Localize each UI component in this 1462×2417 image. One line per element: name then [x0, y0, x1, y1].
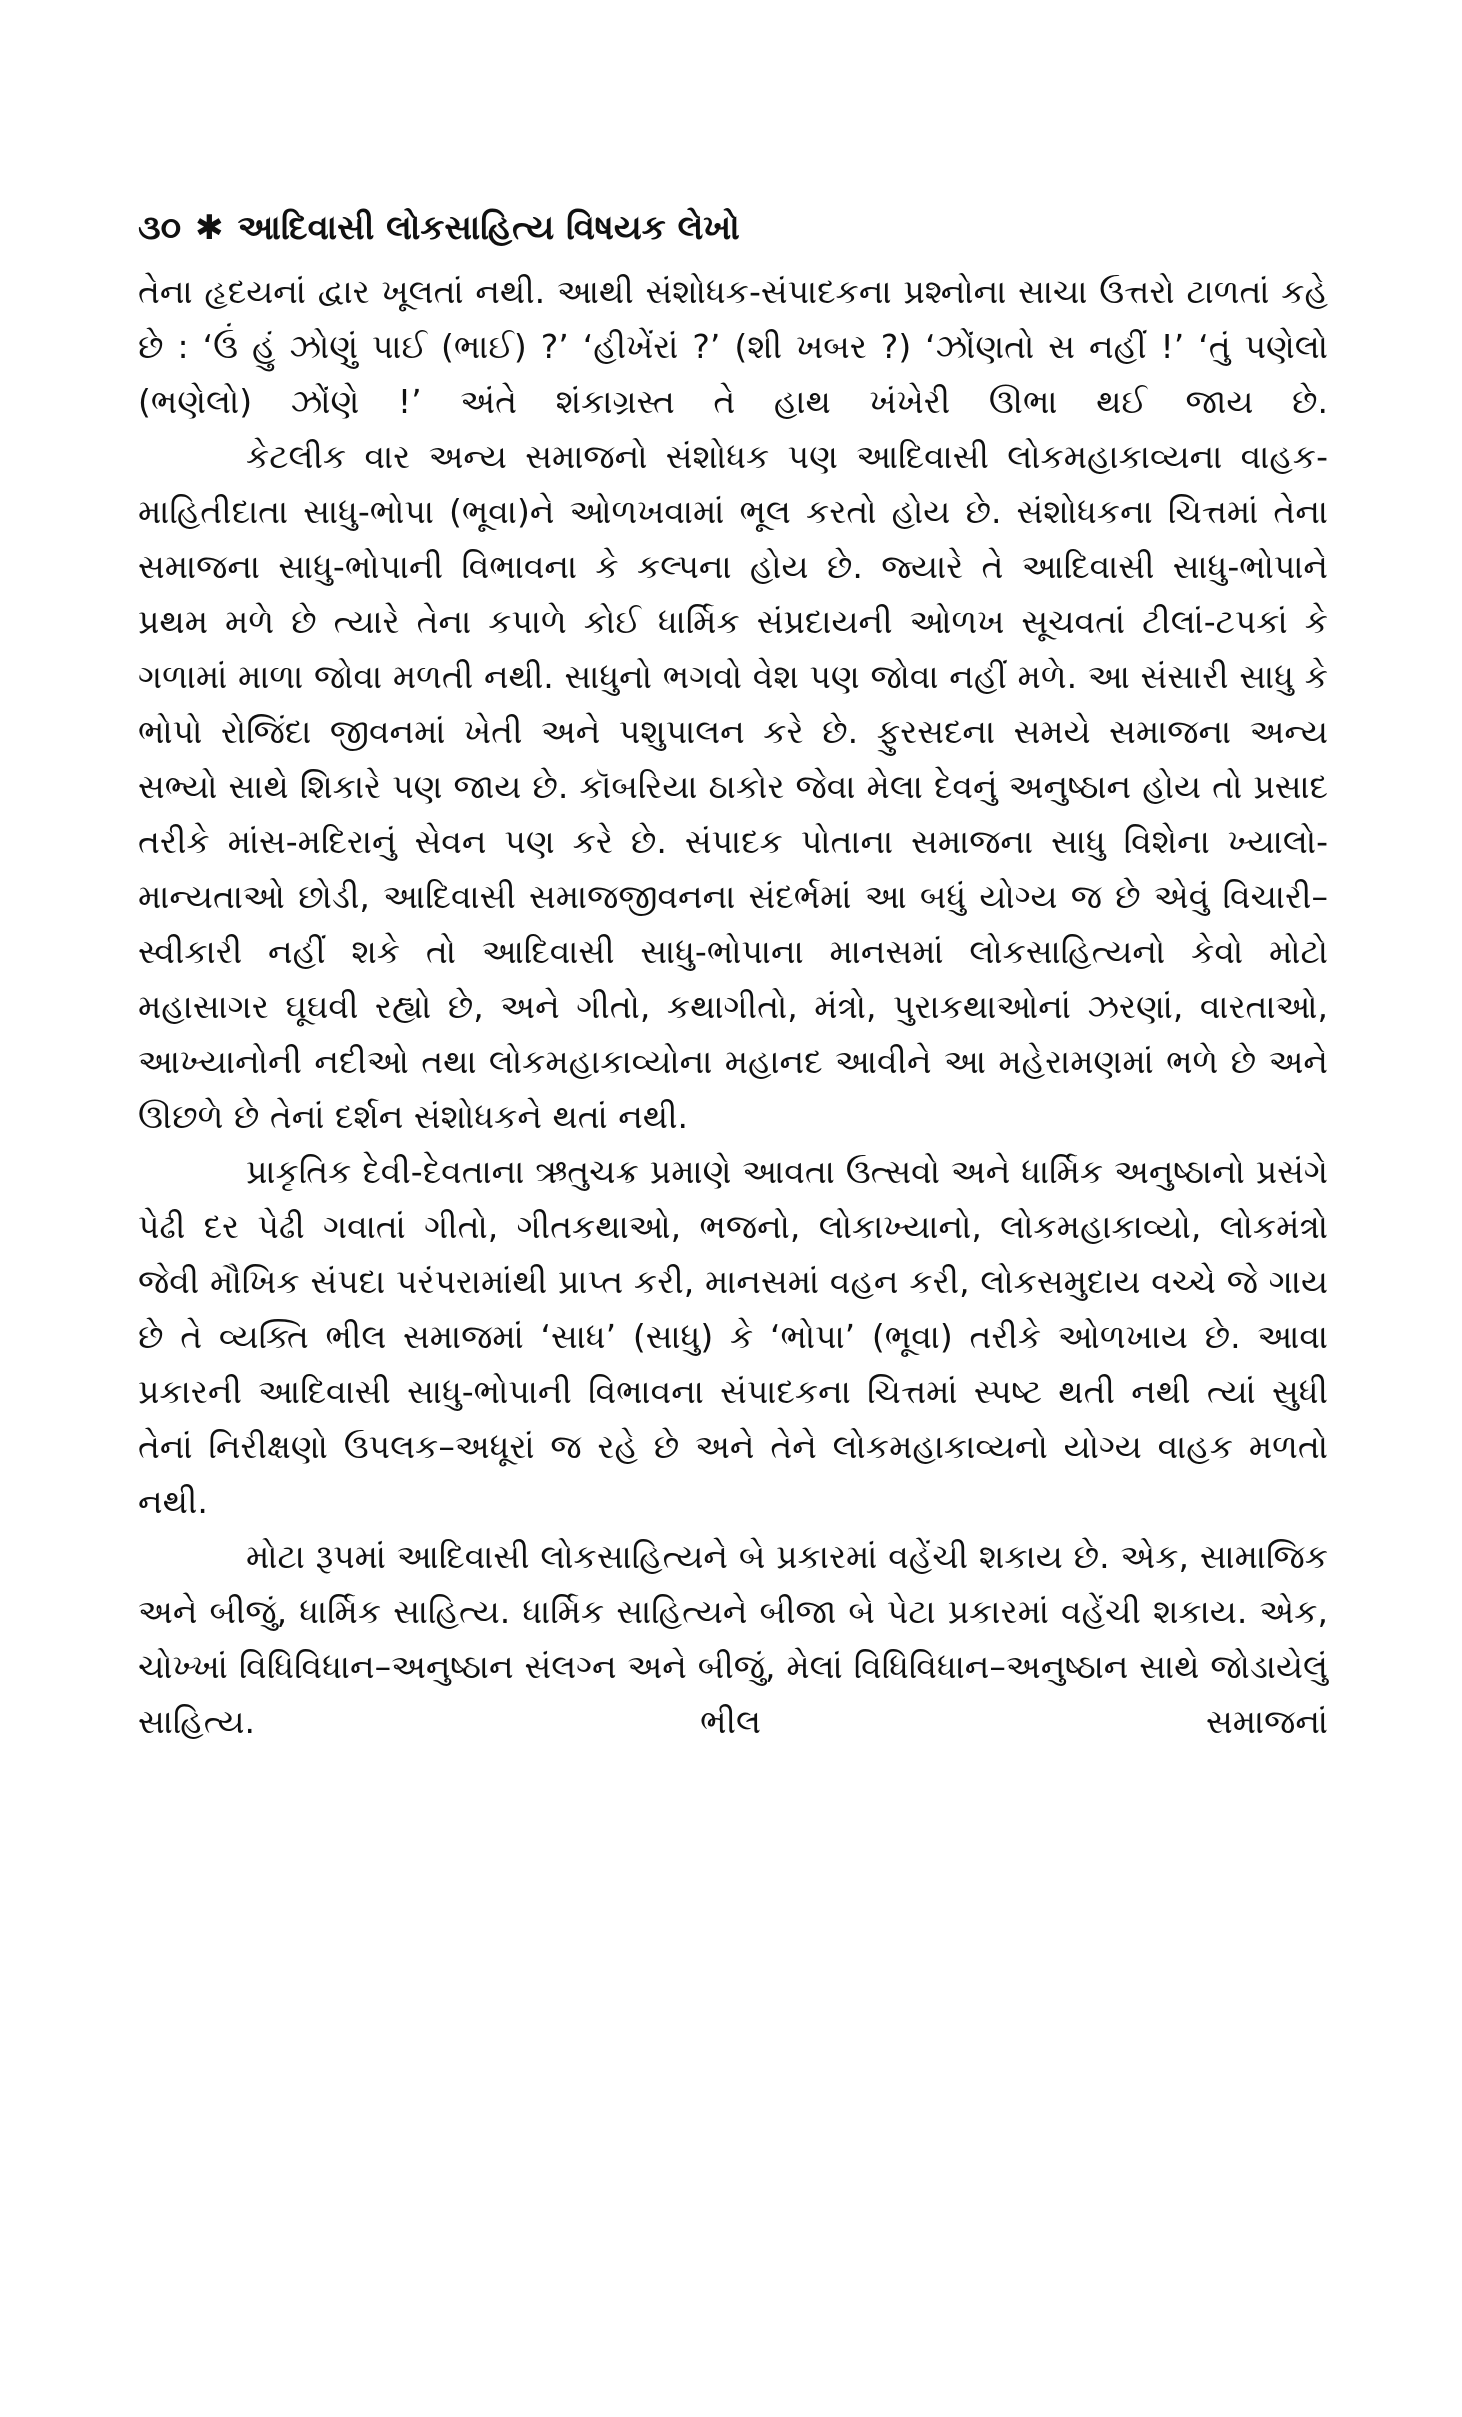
asterisk-separator-icon: ✱	[195, 208, 224, 248]
paragraph-literature-classification: મોટા રૂપમાં આદિવાસી લોકસાહિત્યને બે પ્રકારમાં વહેંચી શકાય છે. એક, સામાજિક અને બીજું, ધાર્મિક સાહિત્ય. ધાર્મિક સાહિત્યને બીજા બે પેટા પ્રકારમાં વહેંચી શકાય. એક, ચોખ્ખાં વિધિવિધાન–અનુષ્ઠાન સંલગ્ન અને બીજું, મેલાં વિધિવિધાન–અનુષ્ઠાન સાથે જોડાયેલું સાહિત્ય. ભીલ સમાજનાં	[138, 1537, 1328, 1741]
page-number: ૩૦	[138, 208, 182, 248]
paragraph-sadhu-bhopa-definition: પ્રાકૃતિક દેવી-દેવતાના ઋતુચક્ર પ્રમાણે આવતા ઉત્સવો અને ધાર્મિક અનુષ્ઠાનો પ્રસંગે પેઢી દર પેઢી ગવાતાં ગીતો, ગીતકથાઓ, ભજનો, લોકાખ્યાનો, લોકમહાકાવ્યો, લોકમંત્રો જેવી મૌખિક સંપદા પરંપરામાંથી પ્રાપ્ત કરી, માનસમાં વહન કરી, લોકસમુદાય વચ્ચે જે ગાય છે તે વ્યક્તિ ભીલ સમાજમાં ‘સાધ’ (સાધુ) કે ‘ભોપા’ (ભૂવા) તરીકે ઓળખાય છે. આવા પ્રકારની આદિવાસી સાધુ-ભોપાની વિભાવના સંપાદકના ચિત્તમાં સ્પષ્ટ થતી નથી ત્યાં સુધી તેનાં નિરીક્ષણો ઉપલક–અધૂરાં જ રહે છે અને તેને લોકમહાકાવ્યનો યોગ્ય વાહક મળતો નથી.	[138, 1152, 1328, 1521]
paragraph-sadhu-bhopa-misidentified: કેટલીક વાર અન્ય સમાજનો સંશોધક પણ આદિવાસી લોકમહાકાવ્યના વાહક-માહિતીદાતા સાધુ-ભોપા (ભૂવા)ને ઓળખવામાં ભૂલ કરતો હોય છે. સંશોધકના ચિત્તમાં તેના સમાજના સાધુ-ભોપાની વિભાવના કે કલ્પના હોય છે. જ્યારે તે આદિવાસી સાધુ-ભોપાને પ્રથમ મળે છે ત્યારે તેના કપાળે કોઈ ધાર્મિક સંપ્રદાયની ઓળખ સૂચવતાં ટીલાં-ટપકાં કે ગળામાં માળા જોવા મળતી નથી. સાધુનો ભગવો વેશ પણ જોવા નહીં મળે. આ સંસારી સાધુ કે ભોપો રોજિંદા જીવનમાં ખેતી અને પશુપાલન કરે છે. ફુરસદના સમયે સમાજના અન્ય સભ્યો સાથે શિકારે પણ જાય છે. કૉબરિયા ઠાકોર જેવા મેલા દેવનું અનુષ્ઠાન હોય તો પ્રસાદ તરીકે માંસ-મદિરાનું સેવન પણ કરે છે. સંપાદક પોતાના સમાજના સાધુ વિશેના ખ્યાલો-માન્યતાઓ છોડી, આદિવાસી સમાજજીવનના સંદર્ભમાં આ બધું યોગ્ય જ છે એવું વિચારી–સ્વીકારી નહીં શકે તો આદિવાસી સાધુ-ભોપાના માનસમાં લોકસાહિત્યનો કેવો મોટો મહાસાગર ઘૂઘવી રહ્યો છે, અને ગીતો, કથાગીતો, મંત્રો, પુરાકથાઓનાં ઝરણાં, વારતાઓ, આખ્યાનોની નદીઓ તથા લોકમહાકાવ્યોના મહાનદ આવીને આ મહેરામણમાં ભળે છે અને ઊછળે છે તેનાં દર્શન સંશોધકને થતાં નથી.	[138, 437, 1328, 1136]
paragraph-continuation: તેના હૃદયનાં દ્વાર ખૂલતાં નથી. આથી સંશોધક-સંપાદકના પ્રશ્નોના સાચા ઉત્તરો ટાળતાં કહે છે : ‘ઉં હું ઝોણું પાઈ (ભાઈ) ?’ ‘હીખેંરાં ?’ (શી ખબર ?) ‘ઝોંણતો સ નહીં !’ ‘તું પણેલો (ભણેલો) ઝોંણે !’ અંતે શંકાગ્રસ્ત તે હાથ ખંખેરી ઊભા થઈ જાય છે.	[138, 272, 1328, 421]
running-header	[138, 200, 1328, 256]
running-title: આદિવાસી લોકસાહિત્ય વિષયક લેખો	[237, 208, 740, 248]
book-page	[138, 200, 1328, 1749]
